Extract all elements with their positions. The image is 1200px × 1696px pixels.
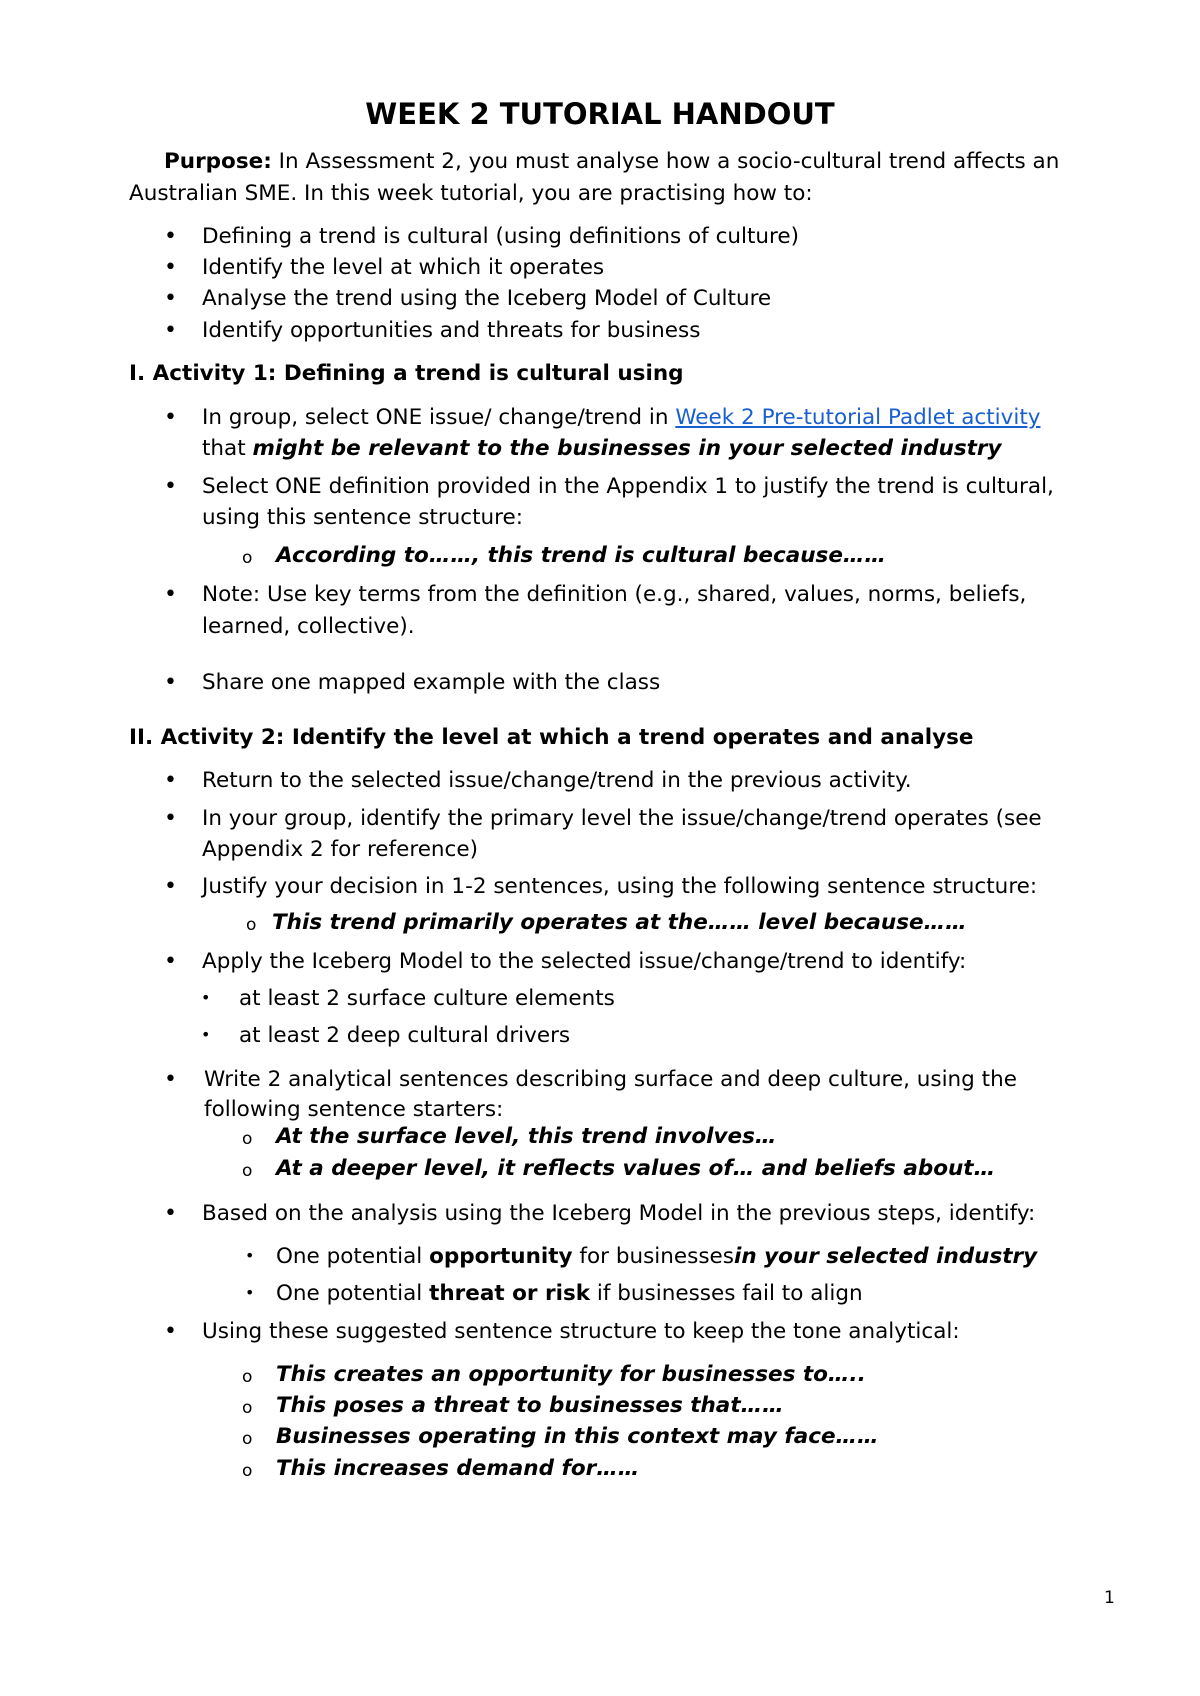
opportunity-keyword: opportunity xyxy=(429,1244,573,1269)
activity1-heading: I. Activity 1: Defining a trend is cultural using xyxy=(129,361,684,386)
activity2-deep-drivers: at least 2 deep cultural drivers xyxy=(239,1023,571,1048)
activity1-bullet-2-line1: Select ONE definition provided in the Appendix 1 to justify the trend is cultural, xyxy=(202,474,1054,499)
purpose-paragraph xyxy=(164,151,1059,173)
activity2-bullet-7: Using these suggested sentence structure to keep the tone analytical: xyxy=(202,1319,960,1344)
activity2-opportunity-starter: This creates an opportunity for businesses to….. xyxy=(276,1362,866,1387)
circle-bullet-icon: o xyxy=(242,1129,253,1149)
bullet-icon: • xyxy=(164,582,177,607)
purpose-text-line2: Australian SME. In this week tutorial, you are practising how to: xyxy=(129,181,813,206)
activity2-bullet-5-line1: Write 2 analytical sentences describing surface and deep culture, using the xyxy=(204,1067,1017,1092)
opportunity-prefix: One potential xyxy=(276,1244,423,1269)
activity2-threat-starter: This poses a threat to businesses that…… xyxy=(276,1393,784,1418)
activity2-opportunity-item xyxy=(276,1246,1037,1268)
activity1-bullet-1 xyxy=(202,407,1040,429)
circle-bullet-icon: o xyxy=(246,915,257,935)
circle-bullet-icon: o xyxy=(242,1398,253,1418)
sub-bullet-icon: • xyxy=(201,988,211,1007)
activity2-bullet-6: Based on the analysis using the Iceberg Model in the previous steps, identify: xyxy=(202,1201,1036,1226)
intro-bullet: Identify the level at which it operates xyxy=(202,255,605,280)
activity1-bullet-4: Share one mapped example with the class xyxy=(202,670,661,695)
bullet-icon: • xyxy=(164,1319,177,1344)
activity1-bullet-3-line2: learned, collective). xyxy=(202,614,415,639)
page-number: 1 xyxy=(1104,1588,1115,1608)
activity1-bullet-3-line1: Note: Use key terms from the definition (e.g., shared, values, norms, beliefs, xyxy=(202,582,1027,607)
sub-bullet-icon: • xyxy=(245,1246,255,1265)
circle-bullet-icon: o xyxy=(242,1461,253,1481)
circle-bullet-icon: o xyxy=(242,1161,253,1181)
activity2-bullet-1: Return to the selected issue/change/trend in the previous activity. xyxy=(202,768,912,793)
activity2-deep-starter: At a deeper level, it reflects values of… and beliefs about… xyxy=(276,1156,996,1181)
sub-bullet-icon: • xyxy=(245,1283,255,1302)
page-title: WEEK 2 TUTORIAL HANDOUT xyxy=(365,97,835,131)
bullet-icon: • xyxy=(164,474,177,499)
intro-bullet: Analyse the trend using the Iceberg Model of Culture xyxy=(202,286,772,311)
bullet-icon: • xyxy=(164,949,177,974)
activity2-surface-elements: at least 2 surface culture elements xyxy=(239,986,615,1011)
threat-suffix: if businesses fail to align xyxy=(596,1281,863,1306)
activity1-bullet-1-that: that xyxy=(202,436,246,461)
purpose-label: Purpose: xyxy=(164,149,272,174)
bullet-icon: • xyxy=(164,318,177,343)
sub-bullet-icon: • xyxy=(201,1025,211,1044)
activity1-bullet-1-text: In group, select ONE issue/ change/trend in xyxy=(202,405,669,430)
activity1-bullet-1-emphasis: might be relevant to the businesses in your selected industry xyxy=(252,436,1002,461)
activity2-surface-starter: At the surface level, this trend involves… xyxy=(276,1124,777,1149)
bullet-icon: • xyxy=(164,806,177,831)
activity1-sentence-starter: According to……, this trend is cultural because…… xyxy=(276,543,886,568)
activity2-bullet-4: Apply the Iceberg Model to the selected issue/change/trend to identify: xyxy=(202,949,967,974)
bullet-icon: • xyxy=(164,286,177,311)
opportunity-middle: for businesses xyxy=(579,1244,734,1269)
activity2-context-starter: Businesses operating in this context may face…… xyxy=(276,1424,879,1449)
activity2-threat-item xyxy=(276,1283,863,1305)
threat-keyword: threat or risk xyxy=(429,1281,591,1306)
activity2-bullet-5-line2: following sentence starters: xyxy=(204,1097,504,1122)
bullet-icon: • xyxy=(164,1201,177,1226)
threat-prefix: One potential xyxy=(276,1281,423,1306)
activity2-bullet-2-line1: In your group, identify the primary level the issue/change/trend operates (see xyxy=(202,806,1042,831)
bullet-icon: • xyxy=(164,768,177,793)
bullet-icon: • xyxy=(164,224,177,249)
opportunity-emphasis: in your selected industry xyxy=(733,1244,1038,1269)
intro-bullet: Identify opportunities and threats for business xyxy=(202,318,701,343)
activity1-bullet-1-cont xyxy=(202,438,1002,460)
circle-bullet-icon: o xyxy=(242,1367,253,1387)
intro-bullet: Defining a trend is cultural (using definitions of culture) xyxy=(202,224,800,249)
bullet-icon: • xyxy=(164,255,177,280)
circle-bullet-icon: o xyxy=(242,548,253,568)
purpose-text-line1: In Assessment 2, you must analyse how a socio-cultural trend affects an xyxy=(278,149,1060,174)
activity2-level-starter: This trend primarily operates at the…… level because…… xyxy=(272,910,967,935)
activity2-heading: II. Activity 2: Identify the level at which a trend operates and analyse xyxy=(129,725,974,750)
bullet-icon: • xyxy=(164,874,177,899)
bullet-icon: • xyxy=(164,670,177,695)
padlet-activity-link[interactable]: Week 2 Pre-tutorial Padlet activity xyxy=(675,405,1041,430)
activity2-bullet-3: Justify your decision in 1-2 sentences, using the following sentence structure: xyxy=(202,874,1038,899)
activity2-demand-starter: This increases demand for…… xyxy=(276,1456,640,1481)
circle-bullet-icon: o xyxy=(242,1429,253,1449)
activity2-bullet-2-line2: Appendix 2 for reference) xyxy=(202,837,478,862)
activity1-bullet-2-line2: using this sentence structure: xyxy=(202,505,524,530)
bullet-icon: • xyxy=(164,1067,177,1092)
bullet-icon: • xyxy=(164,405,177,430)
